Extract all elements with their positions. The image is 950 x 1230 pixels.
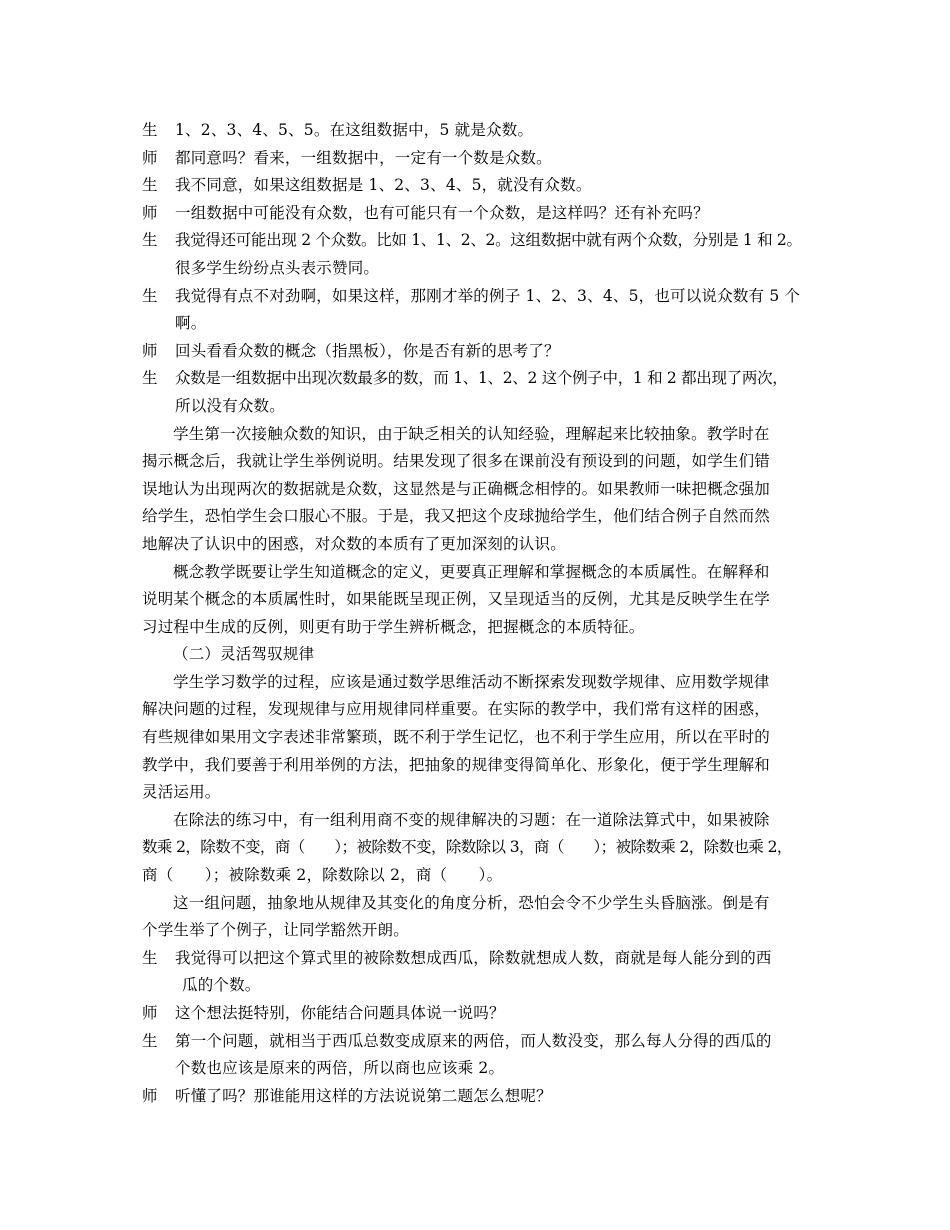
dialogue-text: 第一个问题，就相当于西瓜总数变成原来的两倍，而人数没变，那么每人分得的西瓜的 [175,1031,772,1050]
paragraph-line: 概念教学既要让学生知道概念的定义，更要真正理解和掌握概念的本质属性。在解释和 [173,562,770,581]
speaker-label: 师 [142,148,158,167]
dialogue-line [142,945,812,973]
paragraph-line: 学生第一次接触众数的知识，由于缺乏相关的认知经验，理解起来比较抽象。教学时在 [173,424,770,443]
dialogue-text: 回头看看众数的概念（指黑板），你是否有新的思考了？ [175,341,560,360]
speaker-label: 师 [142,341,158,360]
dialogue-text: 都同意吗？看来，一组数据中，一定有一个数是众数。 [175,148,552,167]
speaker-label: 生 [142,369,158,388]
dialogue-line [142,1028,812,1056]
speaker-label: 师 [142,203,158,222]
dialogue-text: 众数是一组数据中出现次数最多的数，而 1、1、2、2 这个例子中，1 和 2 都出现了两次， [175,369,788,388]
paragraph-line: 个学生举了个例子，让同学豁然开朗。 [142,921,409,940]
paragraph-line: 灵活运用。 [142,783,221,802]
section-heading: （二）灵活驾驭规律 [173,645,315,664]
speaker-label: 生 [142,1031,158,1050]
speaker-label: 生 [142,231,158,250]
dialogue-line [142,283,812,311]
speaker-label: 师 [142,1004,158,1022]
dialogue-line [142,172,812,200]
dialogue-line [142,1000,812,1028]
dialogue-text: 一组数据中可能没有众数，也有可能只有一个众数，是这样吗？还有补充吗？ [175,203,709,222]
paragraph-line: 数乘 2，除数不变，商（ ）；被除数不变，除数除以 3，商（ ）；被除数乘 2，除数也乘 2， [142,838,792,857]
dialogue-line [142,338,812,366]
paragraph-line: 教学中，我们要善于利用举例的方法，把抽象的规律变得简单化、形象化，便于学生理解和 [142,755,771,774]
dialogue-line [142,145,812,173]
dialogue-continuation: 瓜的个数。 [182,976,261,995]
dialogue-line [142,200,812,228]
speaker-label: 生 [142,121,158,139]
dialogue-line [142,365,812,393]
paragraph-line: 误地认为出现两次的数据就是众数，这显然是与正确概念相悖的。如果教师一味把概念强加 [142,479,771,498]
dialogue-continuation: 个数也应该是原来的两倍，所以商也应该乘 2。 [175,1059,505,1078]
narration-line: 很多学生纷纷点头表示赞同。 [175,258,380,277]
document-page [142,117,812,1110]
dialogue-line [142,117,812,145]
paragraph-line: 解决问题的过程，发现规律与应用规律同样重要。在实际的教学中，我们常有这样的困惑， [142,700,771,719]
speaker-label: 师 [142,1086,158,1105]
paragraph-line: 地解决了认识中的困惑，对众数的本质有了更加深刻的认识。 [142,534,566,553]
dialogue-text: 我觉得有点不对劲啊，如果这样，那刚才举的例子 1、2、3、4、5，也可以说众数有 5 个 [175,286,801,305]
speaker-label: 生 [142,286,158,305]
speaker-label: 生 [142,948,158,967]
paragraph-line: 有些规律如果用文字表述非常繁琐，既不利于学生记忆，也不利于学生应用，所以在平时的 [142,728,771,747]
paragraph-line: 说明某个概念的本质属性时，如果能既呈现正例，又呈现适当的反例，尤其是反映学生在学 [142,590,771,609]
dialogue-text: 听懂了吗？那谁能用这样的方法说说第二题怎么想呢？ [175,1086,552,1105]
dialogue-text: 我觉得还可能出现 2 个众数。比如 1、1、2、2。这组数据中就有两个众数，分别是 1 和 2。 [175,231,802,250]
paragraph-line: 在除法的练习中，有一组利用商不变的规律解决的习题：在一道除法算式中，如果被除 [173,810,770,829]
paragraph-line: 这一组问题，抽象地从规律及其变化的角度分析，恐怕会令不少学生头昏脑涨。倒是有 [173,893,770,912]
paragraph-line: 揭示概念后，我就让学生举例说明。结果发现了很多在课前没有预设到的问题，如学生们错 [142,452,771,471]
dialogue-line [142,227,812,255]
dialogue-continuation: 所以没有众数。 [175,396,285,415]
dialogue-text: 我不同意，如果这组数据是 1、2、3、4、5，就没有众数。 [175,176,592,195]
paragraph-line: 学生学习数学的过程，应该是通过数学思维活动不断探索发现数学规律、应用数学规律 [173,672,770,691]
dialogue-text: 1、2、3、4、5、5。在这组数据中，5 就是众数。 [175,121,534,139]
paragraph-line: 商（ ）；被除数乘 2，除数除以 2，商（ ）。 [142,866,503,885]
speaker-label: 生 [142,176,158,195]
paragraph-line: 给学生，恐怕学生会口服心不服。于是，我又把这个皮球抛给学生，他们结合例子自然而然 [142,507,771,526]
dialogue-continuation: 啊。 [175,314,207,333]
dialogue-line [142,1083,812,1111]
dialogue-text: 我觉得可以把这个算式里的被除数想成西瓜，除数就想成人数，商就是每人能分到的西 [175,948,772,967]
paragraph-line: 习过程中生成的反例，则更有助于学生辨析概念，把握概念的本质特征。 [142,617,645,636]
dialogue-text: 这个想法挺特别，你能结合问题具体说一说吗？ [175,1004,505,1022]
